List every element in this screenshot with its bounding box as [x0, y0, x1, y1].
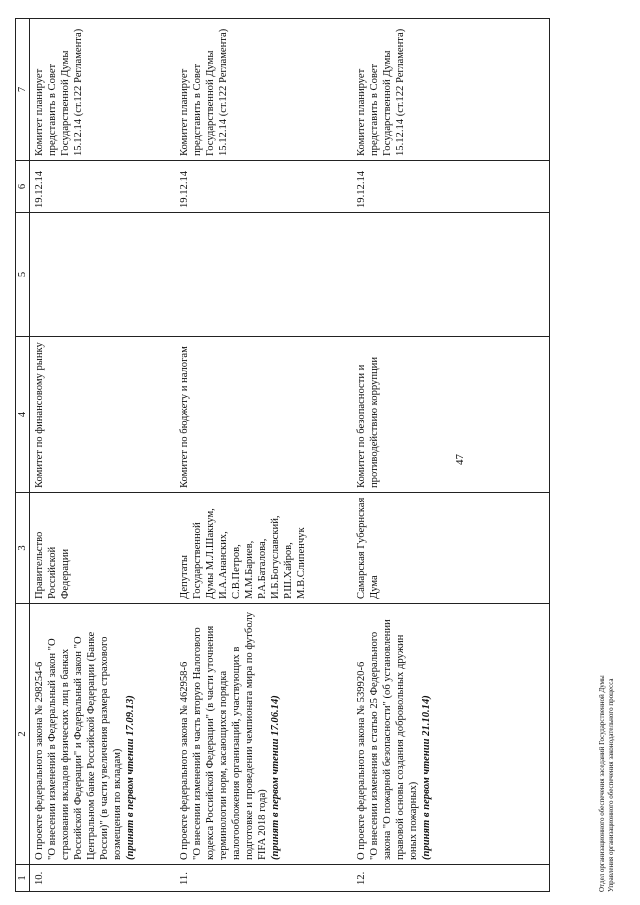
initiator-cell: Самарская Губернская Дума [355, 493, 550, 604]
footer-line: Отдел организационного обеспечения заседаний Государственной Думы [598, 675, 606, 892]
table-row [355, 19, 550, 892]
column-header: 7 [16, 19, 30, 161]
empty-cell [30, 213, 178, 337]
committee-cell: Комитет по безопасности и противодействию коррупции [355, 337, 550, 493]
bill-description: "О внесении изменения в статью 25 Федерального закона "О пожарной безопасности" (об установлении правовой основы создания добровольных дружин юных пожарных) [368, 619, 419, 860]
table-row [30, 19, 178, 892]
column-header: 1 [16, 865, 30, 892]
empty-cell [355, 213, 550, 337]
column-header: 5 [16, 213, 30, 337]
plan-cell: Комитет планирует представить в Совет Государственной Думы 15.12.14 (ст.122 Регламента) [178, 19, 355, 161]
bill-cell [355, 604, 550, 865]
bill-cell [178, 604, 355, 865]
empty-cell [178, 213, 355, 337]
bill-title: О проекте федерального закона № 539920-6 [355, 661, 367, 860]
row-number: 10. [30, 865, 178, 892]
bill-note: (принят в первом чтении 17.09.13) [125, 695, 136, 860]
plan-cell: Комитет планирует представить в Совет Государственной Думы 15.12.14 (ст.122 Регламента) [355, 19, 550, 161]
bill-note: (принят в первом чтении 17.06.14) [269, 695, 281, 860]
column-header: 2 [16, 604, 30, 865]
row-number: 12. [355, 865, 550, 892]
committee-cell: Комитет по бюджету и налогам [178, 337, 355, 493]
committee-cell: Комитет по финансовому рынку [30, 337, 178, 493]
bill-cell [30, 604, 178, 865]
table-row [178, 19, 355, 892]
initiator-cell: Депутаты Государственной Думы М.Л.Шаккум, И.А.Ананских, С.В.Петров, М.М.Бариев, Р.А.Баталова, И.Б.Богуславский, Р.Ш.Хайров, М.В.Слипенчук [178, 493, 355, 604]
agenda-table [15, 18, 550, 892]
footer [598, 675, 615, 892]
date-cell: 19.12.14 [355, 161, 550, 213]
bill-description: "О внесении изменений в Федеральный закон "О страховании вкладов физических лиц в банках Российской Федерации" и Федеральный закон "О Центральном банке Российской Федерации (Банке России)" (в части увеличения размера страхового возмещения по вкладам) [47, 631, 123, 860]
date-cell: 19.12.14 [178, 161, 355, 213]
plan-cell: Комитет планирует представить в Совет Государственной Думы 15.12.14 (ст.122 Регламента) [30, 19, 178, 161]
footer-line: Управления организационного обеспечения законодательного процесса [606, 678, 615, 892]
column-header: 6 [16, 161, 30, 213]
bill-title: О проекте федерального закона № 298254-6 [34, 661, 45, 860]
bill-note: (принят в первом чтении 21.10.14) [420, 695, 432, 860]
page-number: 47 [454, 454, 466, 465]
bill-description: "О внесении изменений в часть вторую Налогового кодекса Российской Федерации" (в части уточнения терминологии норм, касающихся порядка налогообложения организаций, участвующих в подготовке и проведении чемпионата мира по футболу FIFA 2018 года) [191, 611, 268, 860]
bill-title: О проекте федерального закона № 462958-6 [178, 661, 190, 860]
column-header: 3 [16, 493, 30, 604]
column-header: 4 [16, 337, 30, 493]
row-number: 11. [178, 865, 355, 892]
date-cell: 19.12.14 [30, 161, 178, 213]
header-row [16, 19, 30, 892]
initiator-cell: Правительство Российской Федерации [30, 493, 178, 604]
